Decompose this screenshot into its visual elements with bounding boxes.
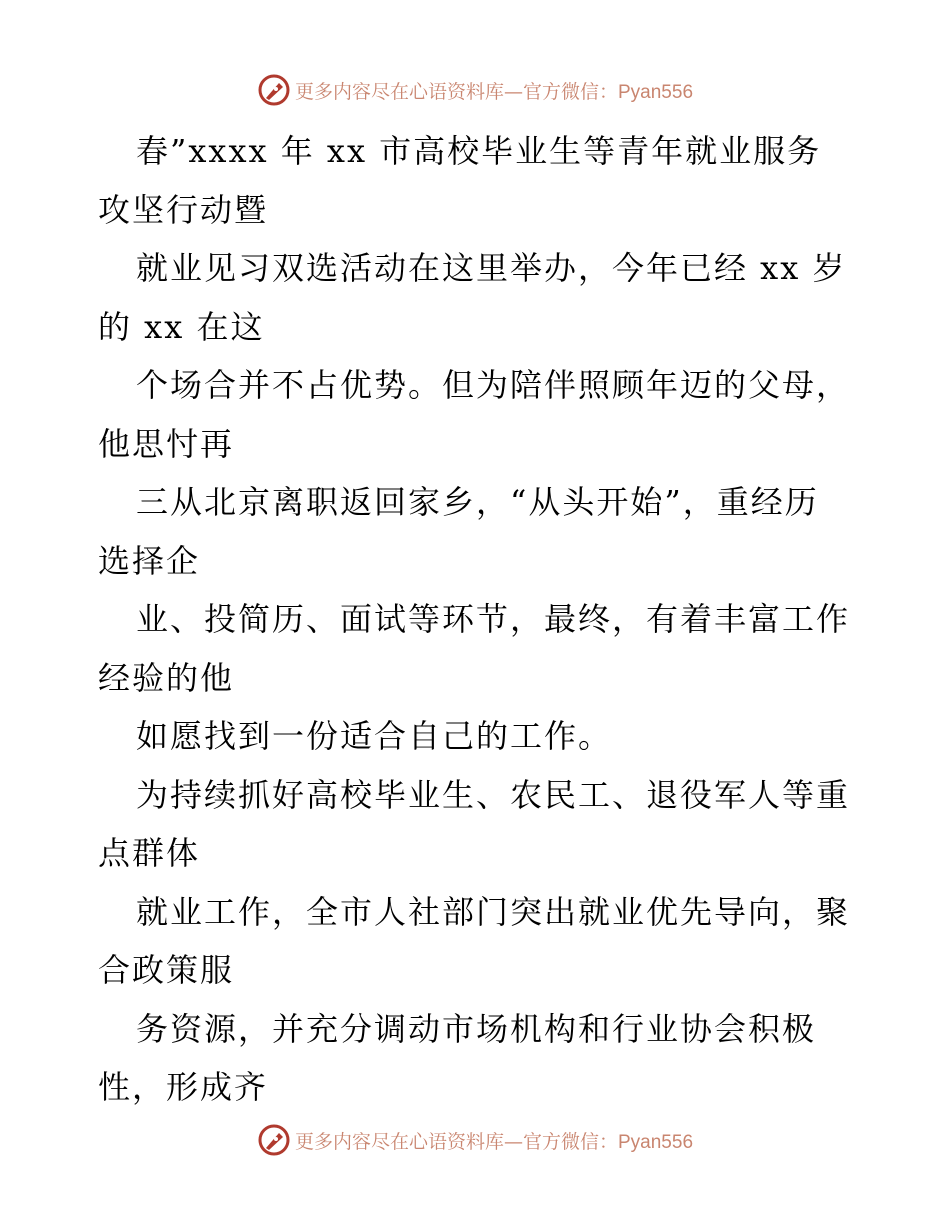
header-watermark xyxy=(0,72,950,108)
text-line: 三从北京离职返回家乡，“从头开始”，重经历 xyxy=(136,483,819,521)
text-line: 就业见习双选活动在这里举办，今年已经 xx 岁 xyxy=(136,249,847,287)
footer-watermark xyxy=(0,1122,950,1158)
text-line: 务资源，并充分调动市场机构和行业协会积极 xyxy=(136,1009,817,1048)
watermark-wechat-id: Pyan556 xyxy=(618,1131,694,1153)
text-line: 合政策服 xyxy=(98,951,235,989)
text-line: 如愿找到一份适合自己的工作。 xyxy=(136,717,613,755)
text-line: 为持续抓好高校毕业生、农民工、退役军人等重 xyxy=(136,775,851,814)
pen-nib-icon xyxy=(257,1123,291,1157)
text-line: 选择企 xyxy=(98,541,201,580)
text-line: 业、投简历、面试等环节，最终，有着丰富工作 xyxy=(136,600,851,638)
text-line: 就业工作，全市人社部门突出就业优先导向，聚 xyxy=(136,892,851,931)
text-line: 的 xx 在这 xyxy=(98,307,265,346)
watermark-wechat-id: Pyan556 xyxy=(618,81,694,103)
text-line: 春”xxxx 年 xx 市高校毕业生等青年就业服务 xyxy=(136,132,822,170)
text-line: 经验的他 xyxy=(98,658,235,697)
text-line: 个场合并不占优势。但为陪伴照顾年迈的父母， xyxy=(136,366,851,404)
text-line: 性，形成齐 xyxy=(98,1068,269,1106)
text-line: 他思忖再 xyxy=(98,424,235,463)
text-line: 点群体 xyxy=(98,834,201,872)
pen-nib-icon xyxy=(257,73,291,107)
document-body xyxy=(98,122,858,1117)
watermark-text: 更多内容尽在心语资料库—官方微信：Pyan556 xyxy=(294,1130,694,1153)
text-line: 攻坚行动暨 xyxy=(98,190,269,229)
watermark-text: 更多内容尽在心语资料库—官方微信：Pyan556 xyxy=(294,80,694,103)
